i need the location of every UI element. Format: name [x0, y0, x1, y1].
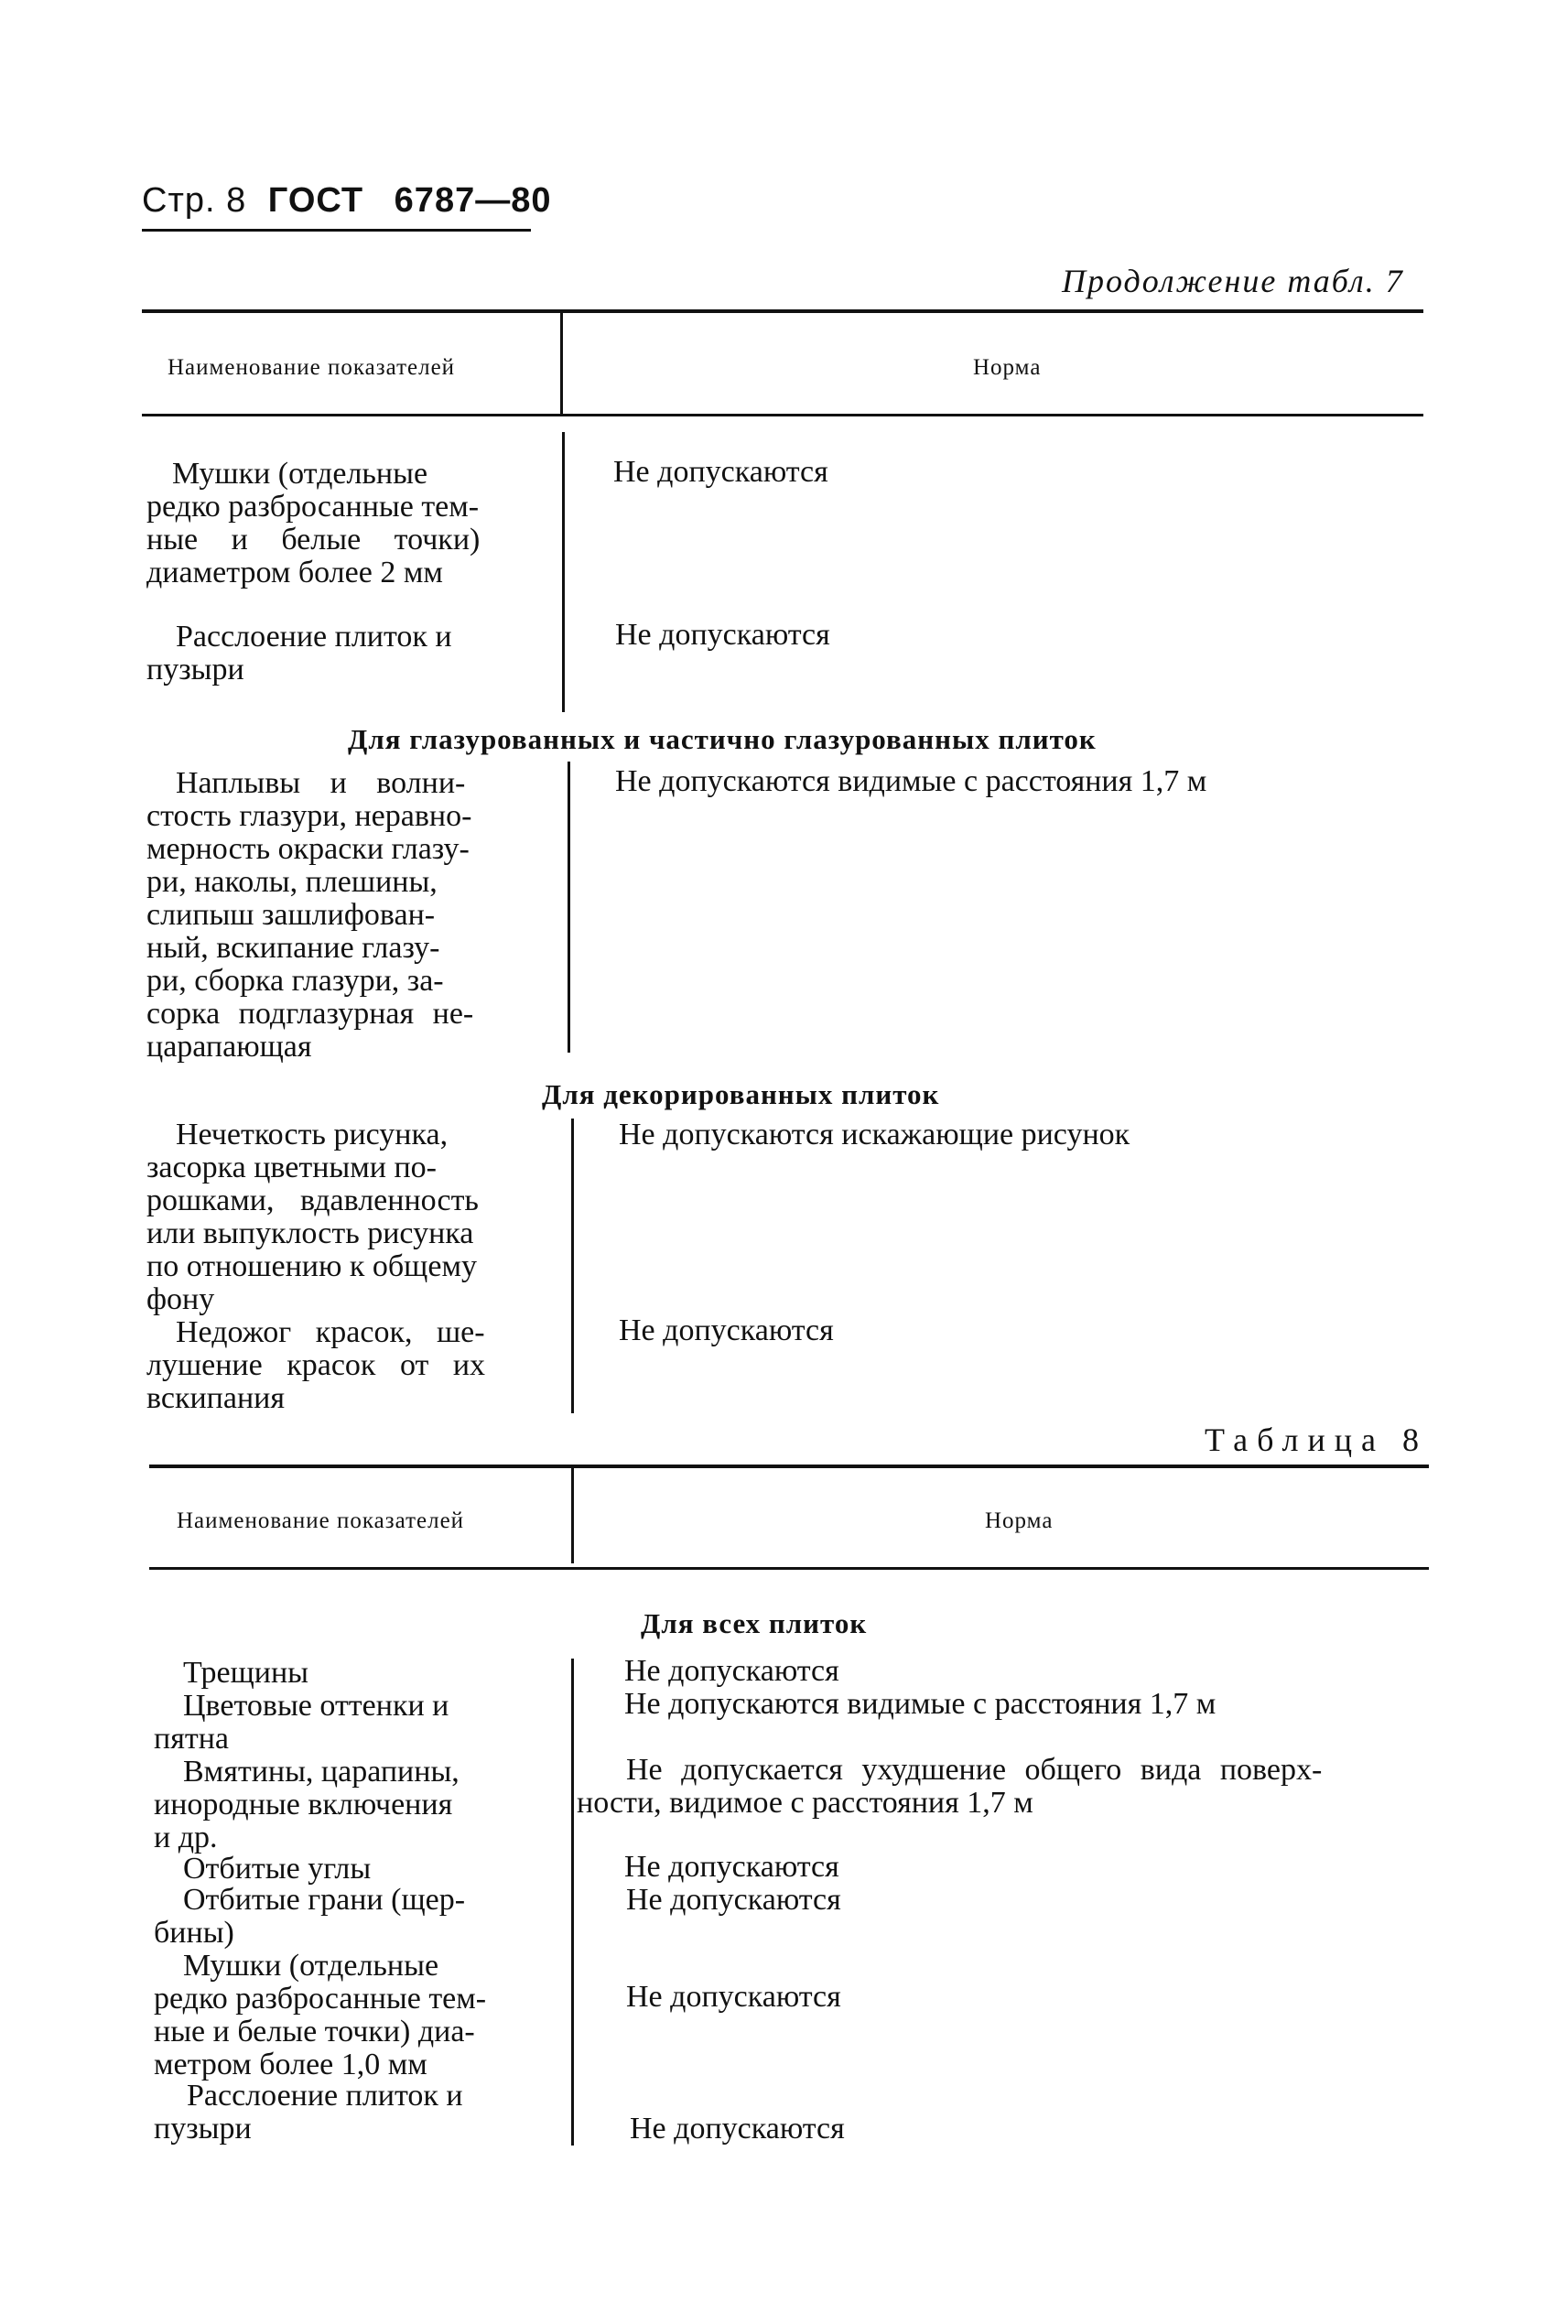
table8-title: Таблица 8 — [1205, 1421, 1428, 1458]
table8-row-norm: Не допускаются — [624, 1850, 839, 1884]
table8-row-name: Отбитые грани (щер- бины) — [154, 1883, 466, 1950]
table8-row-name: Цветовые оттенки и пятна — [154, 1689, 449, 1756]
table7-divider-decorated — [571, 1119, 574, 1413]
table7-row-norm: Не допускаются искажающие рисунок — [619, 1118, 1130, 1151]
table8-row-norm: Не допускаются — [626, 1883, 841, 1917]
table7-top-rule — [142, 309, 1423, 313]
table8-row-norm: Не допускаются — [626, 1980, 841, 2014]
table7-row-name: Нечеткость рисунка, засорка цветными по- рошками, вдавленность или выпуклость рисунка по отношению к общему фону — [146, 1118, 479, 1316]
table7-continuation-label: Продолжение табл. 7 — [1062, 263, 1404, 299]
table7-col-name-header: Наименование показателей — [168, 355, 456, 380]
standard-number: 6787—80 — [394, 181, 552, 220]
table7-divider-general — [562, 432, 565, 712]
table7-row-name: Расслоение плиток и пузыри — [146, 620, 452, 686]
page-header — [142, 181, 551, 221]
table8-row-norm: Не допускаются — [630, 2112, 845, 2146]
table8-row-name: Трещины — [183, 1656, 308, 1690]
table8-row-norm: Не допускаются — [624, 1654, 839, 1688]
table7-section-decorated: Для декорированных плиток — [542, 1078, 940, 1110]
table8-row-name: Расслоение плиток и пузыри — [154, 2079, 463, 2146]
table8-divider — [571, 1659, 574, 2146]
table7-row-norm: Не допускаются — [619, 1313, 834, 1347]
table7-row-norm: Не допускаются — [613, 455, 828, 489]
table7-row-name: Наплывы и волни- стость глазури, неравно- мерность окраски глазу- ри, наколы, плешины, слипыш зашлифован- ный, вскипание глазу- ри, сборка глазури, за- сорка подглазурная не- царапающая — [146, 766, 474, 1064]
page-number: Стр. 8 — [142, 181, 247, 220]
header-underline — [142, 229, 531, 232]
table7-section-glazed: Для глазурованных и частично глазурованных плиток — [348, 723, 1097, 755]
table8-header-rule — [149, 1567, 1429, 1570]
table7-row-name: Недожог красок, ше- лушение красок от их вскипания — [146, 1315, 486, 1415]
table8-top-rule — [149, 1465, 1429, 1468]
table8-col-name-header: Наименование показателей — [177, 1508, 465, 1533]
table7-col-norm-header: Норма — [973, 355, 1042, 380]
table7-row-norm: Не допускаются видимые с расстояния 1,7 м — [615, 764, 1207, 798]
table8-row-norm: Не допускаются видимые с расстояния 1,7 м — [624, 1687, 1217, 1721]
table7-row-norm: Не допускаются — [615, 618, 830, 652]
table8-header-divider — [571, 1468, 574, 1563]
table7-header-divider — [560, 313, 563, 416]
table8-col-norm-header: Норма — [985, 1508, 1054, 1533]
table8-row-norm: Не допускается ухудшение общего вида поверх- ности, видимое с расстояния 1,7 м — [577, 1753, 1323, 1820]
table8-section-all: Для всех плиток — [641, 1607, 868, 1639]
table7-divider-glazed — [568, 762, 570, 1053]
standard-label: ГОСТ — [267, 181, 364, 220]
table7-row-name: Мушки (отдельные редко разбросанные тем- ные и белые точки) диаметром более 2 мм — [146, 457, 481, 589]
table8-row-name: Мушки (отдельные редко разбросанные тем- ные и белые точки) диа- метром более 1,0 мм — [154, 1949, 487, 2081]
table7-header-rule — [142, 414, 1423, 416]
table8-row-name: Отбитые углы — [183, 1852, 372, 1886]
table8-row-name: Вмятины, царапины, инородные включения и др. — [154, 1755, 460, 1854]
